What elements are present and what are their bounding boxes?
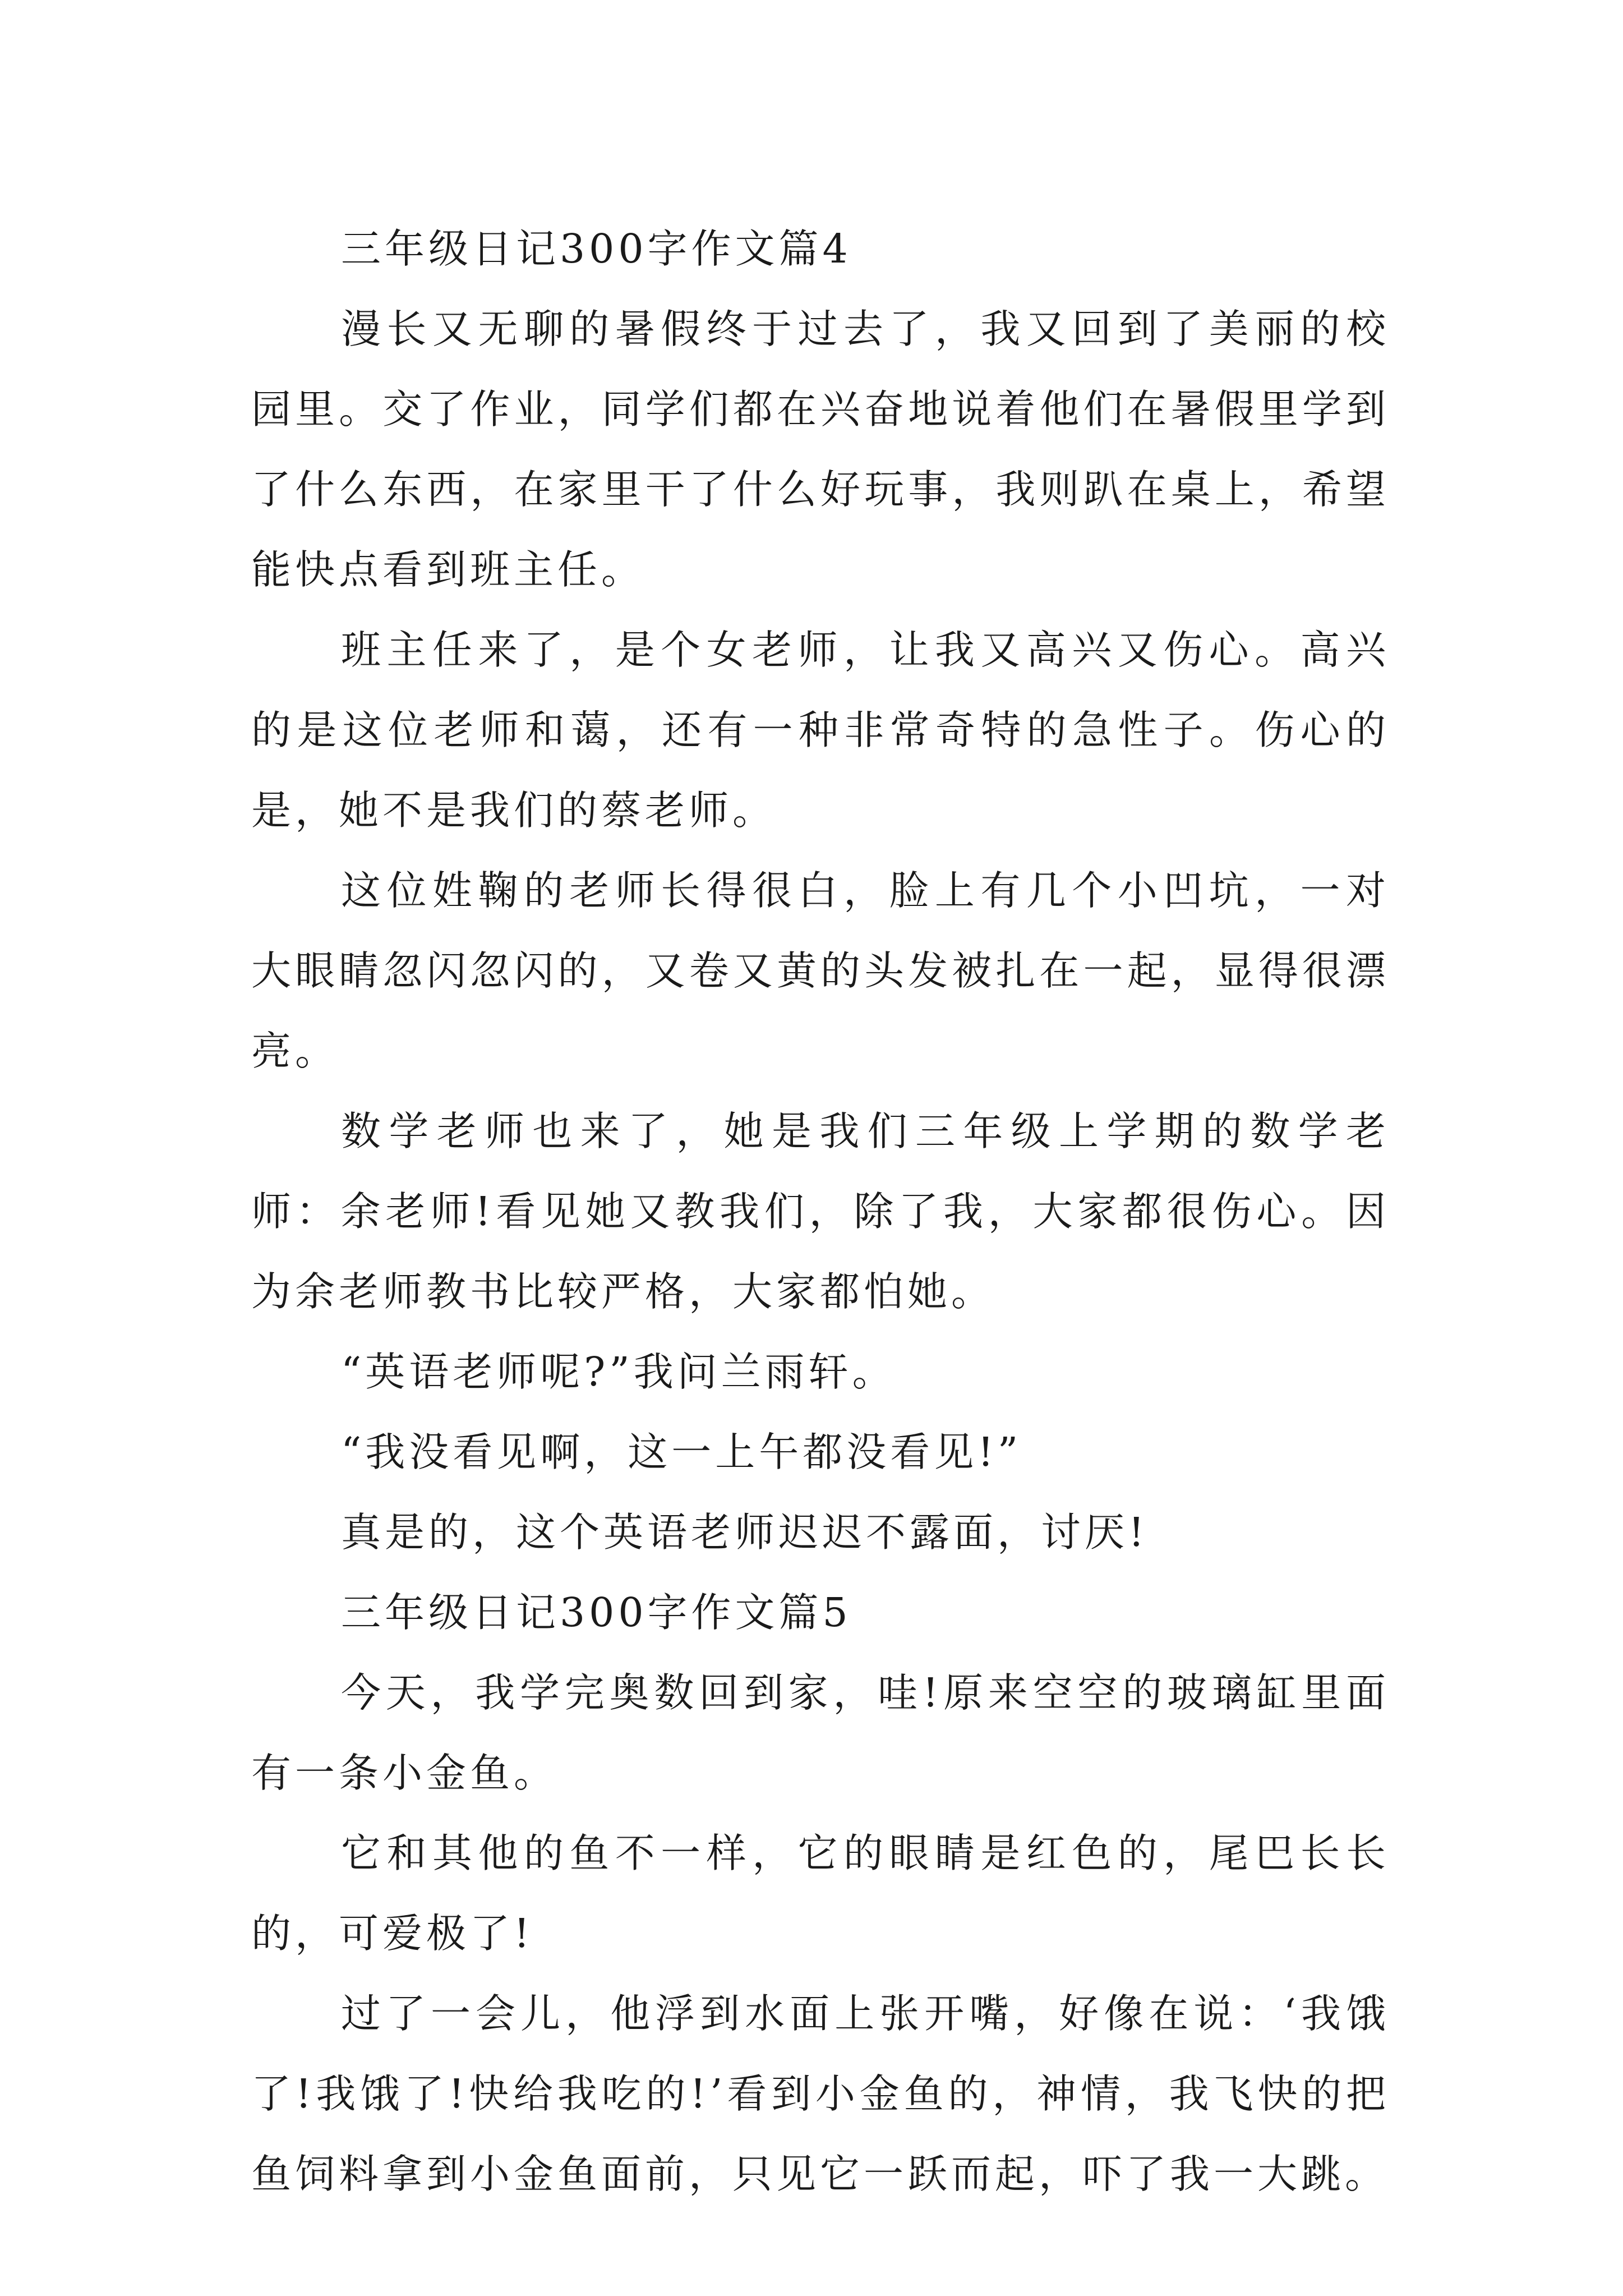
dialogue-line: “英语老师呢?”我问兰雨轩。 [341, 1349, 896, 1395]
paragraph: 今天，我学完奥数回到家，哇!原来空空的玻璃缸里面有一条小金鱼。 [251, 1669, 1390, 1796]
paragraph: 它和其他的鱼不一样，它的眼睛是红色的，尾巴长长的，可爱极了! [251, 1830, 1390, 1957]
paragraph: 过了一会儿，他浮到水面上张开嘴，好像在说：‘我饿了!我饿了!快给我吃的!’看到小金鱼的，神情，我飞快的把鱼饲料拿到小金鱼面前，只见它一跃而起，吓了我一大跳。 [251, 1990, 1390, 2197]
document-body [251, 209, 1390, 2214]
paragraph: 漫长又无聊的暑假终于过去了，我又回到了美丽的校园里。交了作业，同学们都在兴奋地说着他们在暑假里学到了什么东西，在家里干了什么好玩事，我则趴在桌上，希望能快点看到班主任。 [251, 306, 1390, 593]
paragraph: 真是的，这个英语老师迟迟不露面，讨厌! [341, 1509, 1149, 1556]
paragraph: 班主任来了，是个女老师，让我又高兴又伤心。高兴的是这位老师和蔼，还有一种非常奇特的急性子。伤心的是，她不是我们的蔡老师。 [251, 627, 1390, 834]
dialogue-line: “我没看见啊，这一上午都没看见!” [341, 1429, 1022, 1475]
paragraph: 这位姓鞠的老师长得很白，脸上有几个小凹坑，一对大眼睛忽闪忽闪的，又卷又黄的头发被扎在一起，显得很漂亮。 [251, 867, 1390, 1074]
section-heading-4: 三年级日记300字作文篇4 [341, 226, 852, 272]
section-heading-5: 三年级日记300字作文篇5 [341, 1589, 852, 1636]
paragraph: 数学老师也来了，她是我们三年级上学期的数学老师：余老师!看见她又教我们，除了我，大家都很伤心。因为余老师教书比较严格，大家都怕她。 [251, 1108, 1390, 1315]
